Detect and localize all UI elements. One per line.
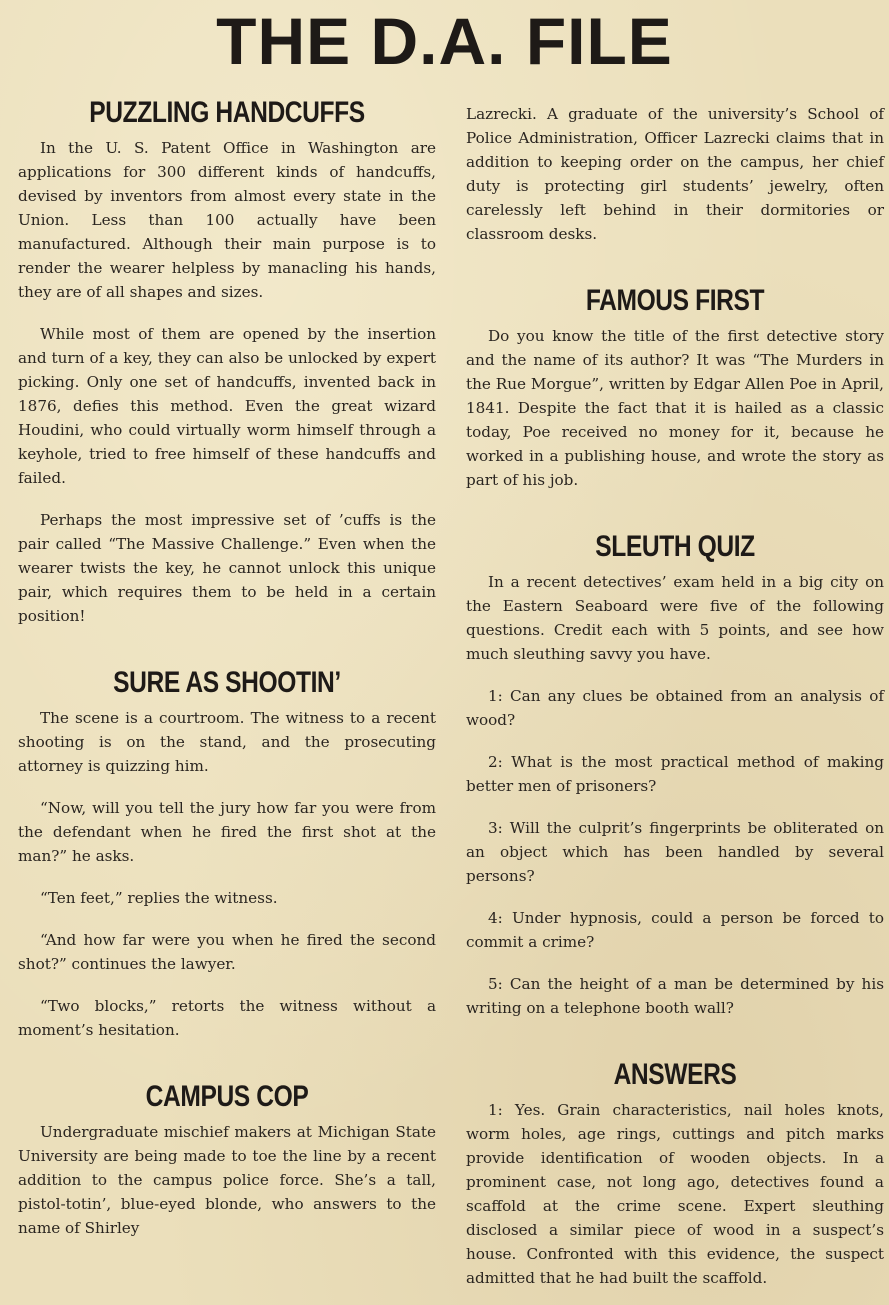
paragraph: Do you know the title of the first detective story and the name of its author? It was “The Murders in the Rue Morgue”, written by Edgar Allen Poe in April, 1841. Despite the fact that it is hailed as a classic today, Poe received no money for it, because he worked in a publishing house, and wrote the story as part of his job. — [466, 327, 884, 489]
paragraph: While most of them are opened by the insertion and turn of a key, they can also be unlocked by expert picking. Only one set of handcuffs, invented back in 1876, defies this method. Even the great wizard Houdini, who could virtually worm himself through a keyhole, tried to free himself of these handcuffs and failed. — [18, 325, 436, 487]
paragraph: “Ten feet,” replies the witness. — [40, 889, 278, 907]
answer: 1: Yes. Grain characteristics, nail holes knots, worm holes, age rings, cuttings and pitch marks provide identification of wooden objects. In a prominent case, not long ago, detectives found a scaffold at the crime scene. Expert sleuthing disclosed a similar piece of wood in a suspect’s house. Confronted with this evidence, the suspect admitted that he had built the scaffold. — [466, 1101, 884, 1287]
quiz-question: 1: Can any clues be obtained from an analysis of wood? — [466, 687, 884, 729]
paragraph: The scene is a courtroom. The witness to a recent shooting is on the stand, and the prosecuting attorney is quizzing him. — [18, 709, 436, 775]
paragraph: “Now, will you tell the jury how far you were from the defendant when he fired the first shot at the man?” he asks. — [18, 799, 436, 865]
quiz-intro: In a recent detectives’ exam held in a big city on the Eastern Seaboard were five of the following questions. Credit each with 5 points, and see how much sleuthing savvy you have. — [466, 573, 884, 663]
quiz-question: 5: Can the height of a man be determined by his writing on a telephone booth wall? — [466, 975, 884, 1017]
quiz-question: 3: Will the culprit’s fingerprints be obliterated on an object which has been handled by several persons? — [466, 819, 884, 885]
left-column — [18, 96, 436, 1240]
paragraph: Undergraduate mischief makers at Michigan State University are being made to toe the line by a recent addition to the campus police force. She’s a tall, pistol-totin’, blue-eyed blonde, who answers to the name of Shirley — [18, 1123, 436, 1237]
right-column — [466, 102, 884, 1290]
heading-sure-as-shootin: SURE AS SHOOTIN’ — [113, 666, 341, 699]
paragraph: In the U. S. Patent Office in Washington are applications for 300 different kinds of handcuffs, devised by inventors from almost every state in the Union. Less than 100 actually have been manufactured. Although their main purpose is to render the wearer helpless by manacling his hands, they are of all shapes and sizes. — [18, 139, 436, 301]
heading-campus-cop: CAMPUS COP — [145, 1080, 309, 1113]
quiz-question: 2: What is the most practical method of making better men of prisoners? — [466, 753, 884, 795]
heading-sleuth-quiz: SLEUTH QUIZ — [595, 530, 755, 563]
quiz-question: 4: Under hypnosis, could a person be forced to commit a crime? — [466, 909, 884, 951]
paragraph-continued: Lazrecki. A graduate of the university’s School of Police Administration, Officer Lazrecki claims that in addition to keeping order on the campus, her chief duty is protecting girl students’ jewelry, often carelessly left behind in their dormitories or classroom desks. — [466, 105, 884, 243]
heading-puzzling-handcuffs: PUZZLING HANDCUFFS — [89, 96, 365, 129]
heading-answers: ANSWERS — [613, 1058, 737, 1091]
page-title: THE D.A. FILE — [216, 4, 673, 78]
paragraph: Perhaps the most impressive set of ’cuffs is the pair called “The Massive Challenge.” Even when the wearer twists the key, he cannot unlock this unique pair, which requires them to be held in a certain position! — [18, 511, 436, 625]
paragraph: “And how far were you when he fired the second shot?” continues the lawyer. — [18, 931, 436, 973]
heading-famous-first: FAMOUS FIRST — [585, 284, 765, 317]
paragraph: “Two blocks,” retorts the witness without a moment’s hesitation. — [18, 997, 436, 1039]
